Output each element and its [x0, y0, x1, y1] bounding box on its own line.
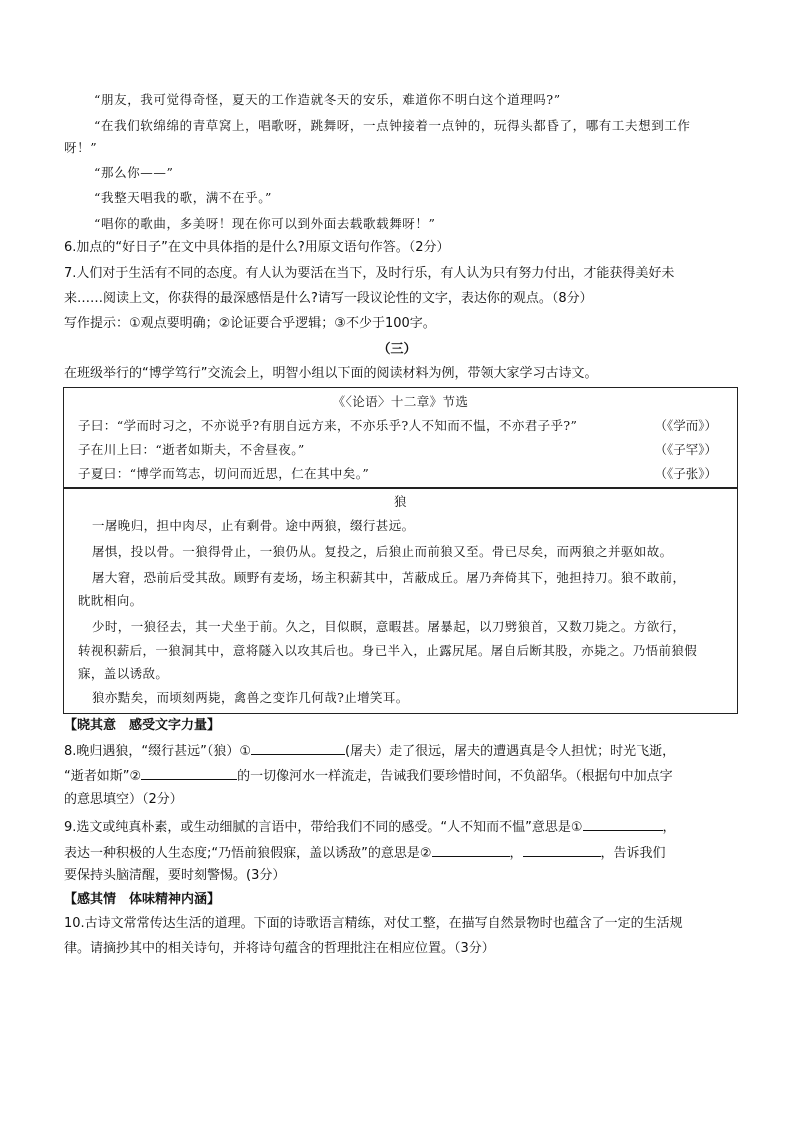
lunyu-row-2: 子在川上曰：“逝者如斯夫，不舍昼夜。” [78, 442, 305, 457]
question-8-line-2 [64, 765, 673, 787]
q9-blank-2b[interactable] [523, 842, 601, 857]
q8-blank-1[interactable] [251, 740, 345, 755]
wolf-line-3: 屠大窘，恐前后受其敌。顾野有麦场，场主积薪其中，苫蔽成丘。屠乃奔倚其下，弛担持刀。狼不敢前， [92, 570, 686, 585]
wolf-line-4-end: 寐，盖以诱敌。 [78, 666, 169, 681]
lunyu-source-1: （《学而》） [654, 418, 717, 433]
q9-text-e: ，告诉我们 [600, 846, 666, 861]
lunyu-row-3: 子夏曰：“博学而笃志，切问而近思，仁在其中矣。” [78, 466, 370, 481]
wolf-line-5: 狼亦黠矣，而顷刻两毙，禽兽之变诈几何哉?止增笑耳。 [92, 690, 409, 705]
heading-feel: 【感其情 体味精神内涵】 [64, 892, 221, 907]
q9-blank-2a[interactable] [432, 842, 510, 857]
question-10-line-1: 10.古诗文常常传达生活的道理。下面的诗歌语言精练，对仗工整，在描写自然景物时也蕴含了一定的生活规 [64, 916, 683, 931]
section-title: （三） [377, 342, 417, 357]
wolf-line-2: 屠惧，投以骨。一狼得骨止，一狼仍从。复投之，后狼止而前狼又至。骨已尽矣，而两狼之并驱如故。 [92, 544, 673, 559]
dialogue-line-1: “朋友，我可觉得奇怪，夏天的工作造就冬天的安乐，难道你不明白这个道理吗?” [94, 92, 561, 107]
wolf-line-4-cont: 转视积薪后，一狼洞其中，意将隧入以攻其后也。身已半入，止露尻尾。屠自后断其股，亦毙之。乃悟前狼假 [78, 643, 698, 658]
dialogue-line-3: “那么你——” [94, 165, 174, 180]
q8-text-c: “逝者如斯”② [64, 769, 142, 784]
wolf-line-4: 少时，一狼径去，其一犬坐于前。久之，目似瞑，意暇甚。屠暴起，以刀劈狼首，又数刀毙之。方欲行， [92, 619, 686, 634]
dialogue-line-2-cont: 呀！” [64, 140, 98, 155]
section-intro: 在班级举行的“博学笃行”交流会上，明智小组以下面的阅读材料为例，带领大家学习古诗文。 [64, 366, 598, 381]
q9-text-b: ， [662, 820, 676, 835]
question-7-line-1: 7.人们对于生活有不同的态度。有人认为要活在当下，及时行乐，有人认为只有努力付出，才能获得美好未 [64, 266, 675, 281]
q8-blank-2[interactable] [141, 765, 237, 780]
q8-text-b: (屠夫）走了很远，屠夫的遭遇真是令人担忧；时光飞逝， [345, 744, 676, 759]
q9-text-d: ， [509, 846, 523, 861]
wolf-line-1: 一屠晚归，担中肉尽，止有剩骨。途中两狼，缀行甚远。 [92, 518, 415, 533]
lunyu-title: 《〈论语〉十二章》节选 [332, 394, 469, 409]
wolf-excerpt-box [63, 487, 738, 714]
question-8-line-3: 的意思填空）（2分） [64, 792, 183, 807]
lunyu-source-3: （《子张》） [654, 466, 717, 481]
question-7-tip: 写作提示：①观点要明确；②论证要合乎逻辑；③不少于100字。 [64, 316, 436, 331]
question-9-line-3: 要保持头脑清醒，要时刻警惕。(3分） [64, 868, 286, 883]
dialogue-line-2: “在我们软绵绵的青草窝上，唱歌呀，跳舞呀，一点钟接着一点钟的，玩得头都昏了，哪有工夫想到工作 [94, 118, 691, 133]
q9-text-a: 9.选文或纯真朴素，或生动细腻的言语中，带给我们不同的感受。“人不知而不愠”意思是① [64, 820, 583, 835]
lunyu-excerpt-box [63, 387, 738, 489]
lunyu-row-1: 子曰：“学而时习之，不亦说乎?有朋自远方来，不亦乐乎?人不知而不愠，不亦君子乎?” [78, 418, 578, 433]
q9-blank-1[interactable] [583, 816, 663, 831]
question-9-line-1 [64, 816, 676, 838]
dialogue-line-5: “唱你的歌曲，多美呀！现在你可以到外面去载歌载舞呀！” [94, 216, 436, 231]
question-9-line-2 [64, 842, 666, 864]
wolf-line-3-cont: 眈眈相向。 [78, 593, 143, 608]
q9-text-c: 表达一种积极的人生态度;“乃悟前狼假寐，盖以诱敌”的意思是② [64, 846, 432, 861]
question-10-line-2: 律。请摘抄其中的相关诗句，并将诗句蕴含的哲理批注在相应位置。（3分） [64, 941, 495, 956]
lunyu-source-2: （《子罕》） [654, 442, 717, 457]
dialogue-line-4: “我整天唱我的歌，满不在乎。” [94, 190, 273, 205]
question-7-line-2: 来……阅读上文，你获得的最深感悟是什么?请写一段议论性的文字，表达你的观点。（8分） [64, 291, 593, 306]
q8-text-d: 的一切像河水一样流走，告诫我们要珍惜时间，不负韶华。（根据句中加点字 [237, 769, 673, 784]
heading-understand: 【晓其意 感受文字力量】 [64, 718, 221, 733]
q8-text-a: 8.晚归遇狼，“缀行甚远”（狼）① [64, 744, 252, 759]
question-6: 6.加点的“好日子”在文中具体指的是什么?用原文语句作答。（2分） [64, 240, 450, 255]
question-8-line-1 [64, 740, 675, 762]
wolf-title: 狼 [394, 494, 407, 509]
